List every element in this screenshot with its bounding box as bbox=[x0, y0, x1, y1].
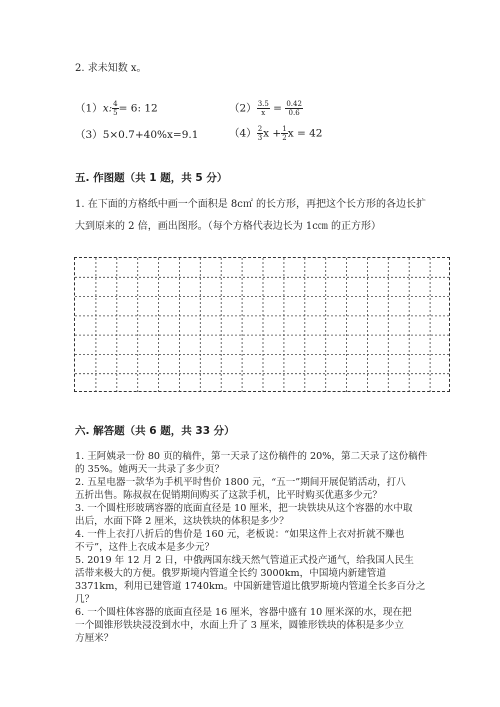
solve-heading: 2. 求未知数 x。 bbox=[75, 63, 147, 74]
equals-sign: = bbox=[273, 102, 282, 115]
equation-1-lhs: x: bbox=[102, 102, 113, 115]
answer-line: 1. 王阿姨录一份 80 页的稿件，第一天录了这份稿件的 20%，第二天录了这份稿件 bbox=[75, 451, 428, 462]
answer-questions bbox=[75, 450, 427, 645]
draw-question-line-2: 大到原来的 2 倍，画出图形。（每个方格代表边长为 1c㎝ 的正方形） bbox=[75, 221, 382, 232]
answer-line: 3371km，利用已建管道 1740km。中国新建管道比俄罗斯境内管道全长多百分之 bbox=[75, 581, 426, 592]
answer-line: 五折出售。陈叔叔在促销期间购买了这款手机，比平时购买优惠多少元？ bbox=[75, 490, 382, 501]
equation-1-rhs: = 6: 12 bbox=[118, 102, 158, 115]
answer-line: 4. 一件上衣打八折后的售价是 160 元，老板说：“如果这件上衣对折就不赚也 bbox=[75, 529, 405, 540]
answer-line: 2. 五星电器一款华为手机平时售价 1800 元，“五一”期间开展促销活动，打八 bbox=[75, 477, 406, 488]
fraction-3.5-x: $\frac{3.5}{x}$ bbox=[257, 100, 269, 117]
draw-question-line-1: 1. 在下面的方格纸中画一个面积是 8c㎡ 的长方形，再把这个长方形的各边长扩 bbox=[75, 199, 427, 210]
answer-line: 方厘米？ bbox=[75, 633, 114, 644]
fraction-2-3: $\frac{2}{3}$ bbox=[257, 125, 263, 142]
equation-2-label: （2） bbox=[229, 102, 257, 115]
equation-4-mid: x + bbox=[263, 127, 282, 140]
section-6-title: 六. 解答题（共 6 题，共 33 分） bbox=[75, 425, 235, 437]
fraction-0.42-0.6: $\frac{0.42}{0.6}$ bbox=[286, 100, 302, 117]
answer-line: 3. 一个圆柱形玻璃容器的底面直径是 10 厘米，把一块铁块从这个容器的水中取 bbox=[75, 503, 413, 514]
answer-line: 出后，水面下降 2 厘米，这块铁块的体积是多少？ bbox=[75, 516, 289, 527]
grid-paper[interactable] bbox=[74, 257, 450, 392]
answer-line: 活带来极大的方便。俄罗斯境内管道全长约 3000km，中国境内新建管道 bbox=[75, 568, 386, 579]
section-5-title: 五. 作图题（共 1 题，共 5 分） bbox=[75, 172, 228, 184]
equation-4-end: x = 42 bbox=[287, 127, 323, 140]
answer-line: 5. 2019 年 12 月 2 日，中俄两国东线天然气管道正式投产通气，给我国人民生 bbox=[75, 555, 414, 566]
equation-4-label: （4） bbox=[229, 127, 257, 140]
answer-line: 不亏”，这件上衣成本是多少元？ bbox=[75, 542, 215, 553]
fraction-4-5: $\frac{4}{5}$ bbox=[113, 100, 118, 117]
fraction-1-2: $\frac{1}{2}$ bbox=[282, 125, 287, 142]
answer-line: 6. 一个圆柱体容器的底面直径是 16 厘米，容器中盛有 10 厘米深的水，现在把 bbox=[75, 607, 412, 618]
equation-1-label: （1） bbox=[75, 102, 103, 115]
grid-lines bbox=[75, 258, 451, 393]
answer-line: 几？ bbox=[75, 594, 95, 605]
answer-line: 一个圆锥形铁块浸没到水中，水面上升了 3 厘米，圆锥形铁块的体积是多少立 bbox=[75, 620, 404, 631]
equation-4 bbox=[229, 125, 322, 142]
equation-2 bbox=[229, 100, 303, 117]
equation-3-body: 5×0.7+40%x=9.1 bbox=[102, 129, 199, 141]
equation-3-label: （3） bbox=[75, 129, 103, 141]
answer-line: 的 35%。她两天一共录了多少页？ bbox=[75, 464, 225, 475]
equation-3 bbox=[75, 127, 198, 142]
equation-1 bbox=[75, 100, 158, 117]
